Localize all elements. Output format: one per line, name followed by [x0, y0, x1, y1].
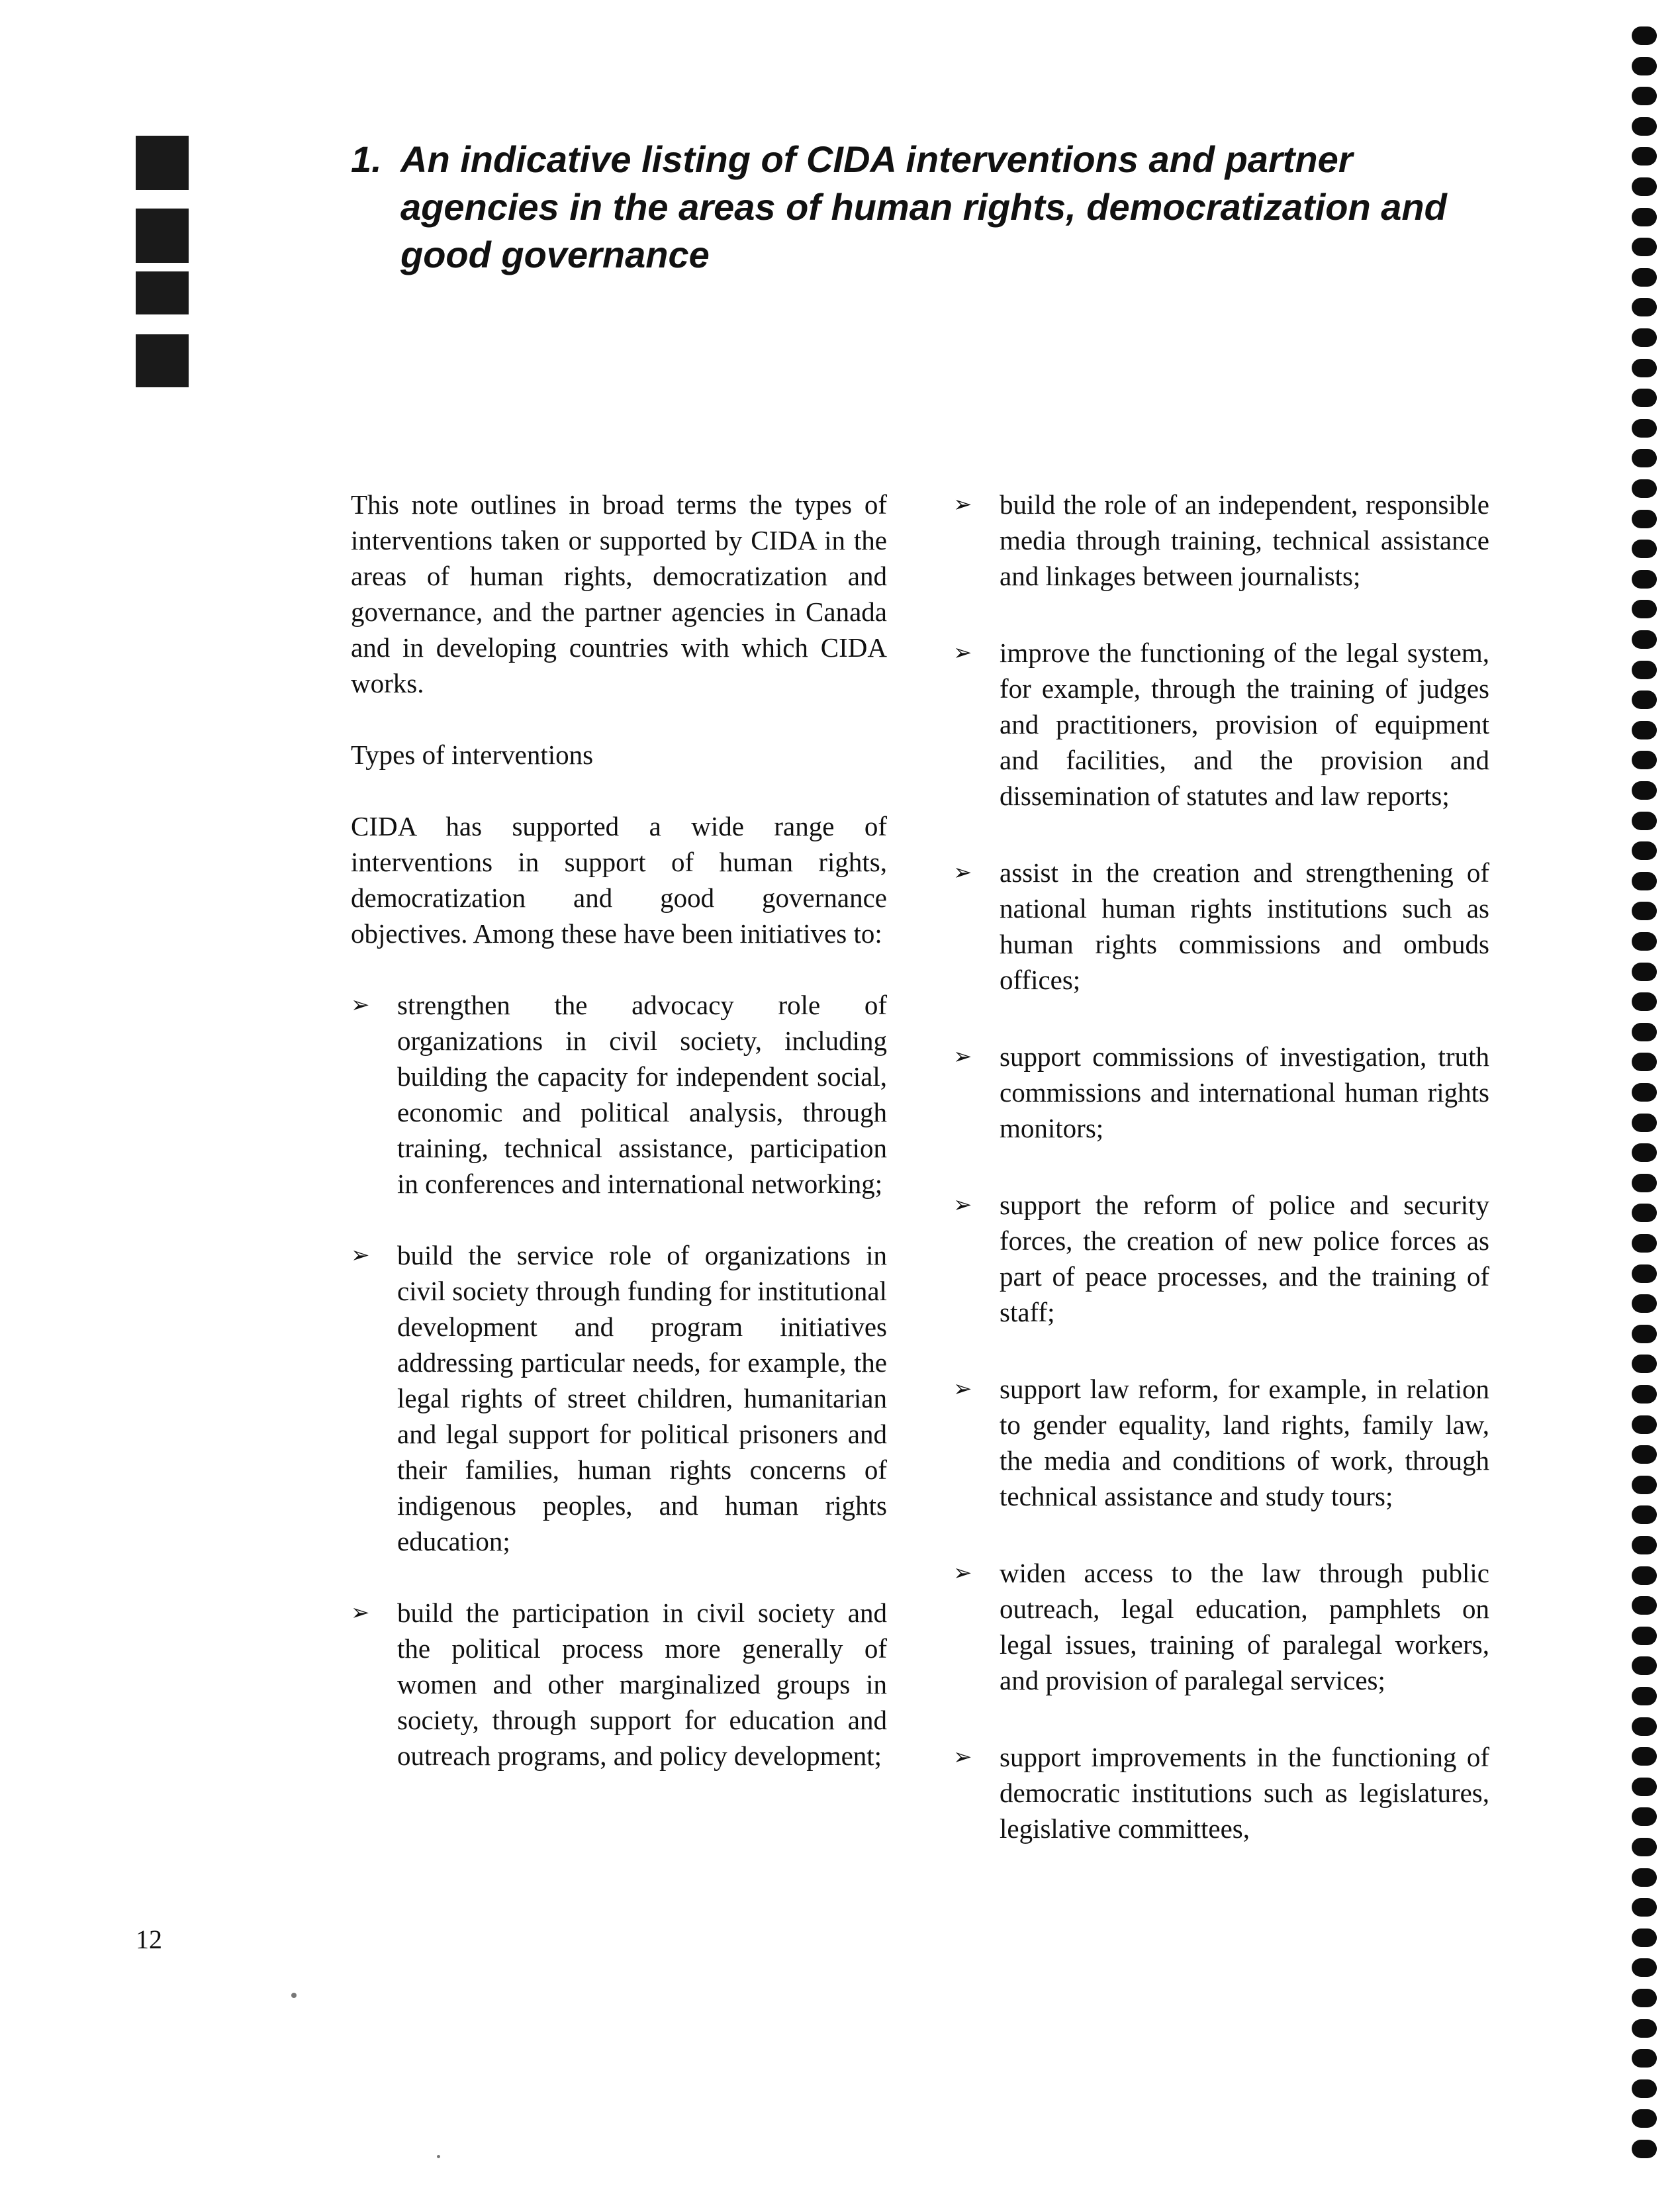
binding-hole	[1632, 1989, 1657, 2007]
subheading: Types of interventions	[351, 739, 594, 770]
binding-hole	[1632, 510, 1657, 528]
binding-hole	[1632, 2140, 1657, 2158]
binding-hole	[1632, 147, 1657, 166]
binding-hole	[1632, 298, 1657, 316]
arrow-bullet-icon: ➢	[953, 1376, 972, 1402]
bullet-item	[953, 1555, 1489, 1698]
binding-hole	[1632, 1566, 1657, 1585]
bullet-text: support law reform, for example, in relation to gender equality, land rights, family law, the media and conditions of work, through technical assistance and study tours;	[1000, 1374, 1489, 1511]
binding-hole	[1632, 1053, 1657, 1071]
intro-paragraph: This note outlines in broad terms the types of interventions taken or supported by CIDA in the areas of human rights, democratization and governance, and the partner agencies in Canada and in developing countries with which CIDA works.	[351, 489, 887, 698]
binding-hole	[1632, 1445, 1657, 1464]
binding-hole	[1632, 2109, 1657, 2128]
scan-speck	[291, 1993, 297, 1998]
binding-hole	[1632, 1627, 1657, 1645]
right-column	[953, 487, 1489, 1887]
binding-hole	[1632, 2019, 1657, 2038]
spiral-binding-holes	[1632, 26, 1665, 2190]
arrow-bullet-icon: ➢	[953, 491, 972, 518]
arrow-bullet-icon: ➢	[953, 1560, 972, 1586]
binding-hole	[1632, 479, 1657, 498]
bullet-text: widen access to the law through public outreach, legal education, pamphlets on legal issues, training of paralegal workers, and provision of paralegal services;	[1000, 1558, 1489, 1695]
bullet-item	[351, 987, 887, 1202]
binding-hole	[1632, 1083, 1657, 1102]
binding-hole	[1632, 26, 1657, 45]
binding-hole	[1632, 600, 1657, 618]
binding-hole	[1632, 389, 1657, 407]
binding-hole	[1632, 690, 1657, 709]
bullet-item	[953, 855, 1489, 998]
page-number: 12	[136, 1925, 162, 1954]
margin-tab-marker	[136, 334, 189, 387]
arrow-bullet-icon: ➢	[351, 1242, 370, 1268]
binding-hole	[1632, 419, 1657, 438]
section-heading	[351, 136, 1476, 279]
bullet-text: build the service role of organizations in civil society through funding for institutional development and program initiatives addressing particular needs, for example, the legal rights of street children, humanitarian and legal support for political prisoners and their families, human rights concerns of indigenous peoples, and human rights education;	[397, 1240, 887, 1556]
binding-hole	[1632, 2079, 1657, 2098]
binding-hole	[1632, 1656, 1657, 1675]
binding-hole	[1632, 540, 1657, 558]
binding-hole	[1632, 1868, 1657, 1887]
bullet-item	[953, 487, 1489, 594]
bullet-item	[953, 1371, 1489, 1514]
binding-hole	[1632, 208, 1657, 226]
binding-hole	[1632, 902, 1657, 920]
binding-hole	[1632, 238, 1657, 256]
binding-hole	[1632, 1355, 1657, 1373]
binding-hole	[1632, 630, 1657, 649]
binding-hole	[1632, 117, 1657, 136]
section-number: 1.	[351, 138, 382, 180]
binding-hole	[1632, 1174, 1657, 1192]
binding-hole	[1632, 57, 1657, 75]
binding-hole	[1632, 1385, 1657, 1404]
binding-hole	[1632, 1204, 1657, 1222]
binding-hole	[1632, 1687, 1657, 1705]
bullet-text: improve the functioning of the legal system, for example, through the training of judges and practitioners, provision of equipment and facilities, and the provision and dissemination of statutes and law reports;	[1000, 638, 1489, 811]
binding-hole	[1632, 1114, 1657, 1132]
binding-hole	[1632, 1958, 1657, 1977]
binding-hole	[1632, 1717, 1657, 1736]
binding-hole	[1632, 1023, 1657, 1041]
binding-hole	[1632, 1778, 1657, 1796]
left-column	[351, 487, 887, 1809]
binding-hole	[1632, 1294, 1657, 1313]
binding-hole	[1632, 932, 1657, 951]
binding-hole	[1632, 1747, 1657, 1766]
binding-hole	[1632, 1928, 1657, 1947]
binding-hole	[1632, 177, 1657, 196]
binding-hole	[1632, 872, 1657, 890]
binding-hole	[1632, 992, 1657, 1011]
arrow-bullet-icon: ➢	[953, 1744, 972, 1770]
binding-hole	[1632, 1807, 1657, 1826]
binding-hole	[1632, 1325, 1657, 1343]
bullet-item	[351, 1595, 887, 1774]
binding-hole	[1632, 570, 1657, 589]
bullet-item	[953, 1039, 1489, 1146]
binding-hole	[1632, 963, 1657, 981]
binding-hole	[1632, 841, 1657, 860]
bullet-text: support commissions of investigation, truth commissions and international human rights monitors;	[1000, 1041, 1489, 1143]
arrow-bullet-icon: ➢	[953, 859, 972, 886]
binding-hole	[1632, 449, 1657, 467]
binding-hole	[1632, 268, 1657, 287]
binding-hole	[1632, 328, 1657, 347]
section-title: An indicative listing of CIDA interventions and partner agencies in the areas of human rights, democratization and good governance	[400, 138, 1447, 275]
scan-speck	[437, 2155, 440, 2158]
binding-hole	[1632, 812, 1657, 830]
bullet-text: build the role of an independent, responsible media through training, technical assistance and linkages between journalists;	[1000, 489, 1489, 591]
binding-hole	[1632, 1898, 1657, 1917]
margin-tab-marker	[136, 271, 189, 314]
binding-hole	[1632, 87, 1657, 105]
binding-hole	[1632, 781, 1657, 800]
bullet-text: support the reform of police and security forces, the creation of new police forces as part of peace processes, and the training of staff;	[1000, 1190, 1489, 1327]
binding-hole	[1632, 1234, 1657, 1253]
binding-hole	[1632, 721, 1657, 739]
bullet-item	[351, 1237, 887, 1559]
binding-hole	[1632, 1596, 1657, 1615]
binding-hole	[1632, 2049, 1657, 2068]
bullet-text: support improvements in the functioning of democratic institutions such as legislatures, legislative committees,	[1000, 1742, 1489, 1844]
binding-hole	[1632, 661, 1657, 679]
binding-hole	[1632, 1505, 1657, 1524]
binding-hole	[1632, 1143, 1657, 1162]
arrow-bullet-icon: ➢	[953, 640, 972, 666]
bullet-text: strengthen the advocacy role of organizations in civil society, including building the capacity for independent social, economic and political analysis, through training, technical assistance, participation in conferences and international networking;	[397, 990, 887, 1199]
binding-hole	[1632, 1264, 1657, 1283]
bullet-text: build the participation in civil society and the political process more generally of women and other marginalized groups in society, through support for education and outreach programs, and policy development;	[397, 1597, 887, 1771]
arrow-bullet-icon: ➢	[351, 992, 370, 1018]
bullet-item	[953, 635, 1489, 814]
binding-hole	[1632, 1476, 1657, 1494]
binding-hole	[1632, 1415, 1657, 1434]
bullet-item	[953, 1739, 1489, 1846]
bullet-item	[953, 1187, 1489, 1330]
binding-hole	[1632, 359, 1657, 377]
arrow-bullet-icon: ➢	[953, 1192, 972, 1218]
bullet-text: assist in the creation and strengthening of national human rights institutions such as human rights commissions and ombuds offices;	[1000, 857, 1489, 995]
arrow-bullet-icon: ➢	[351, 1599, 370, 1626]
arrow-bullet-icon: ➢	[953, 1043, 972, 1070]
binding-hole	[1632, 1536, 1657, 1554]
margin-tab-marker	[136, 209, 189, 263]
binding-hole	[1632, 751, 1657, 769]
lead-paragraph: CIDA has supported a wide range of interventions in support of human rights, democratization and good governance objectives. Among these have been initiatives to:	[351, 811, 887, 949]
binding-hole	[1632, 1838, 1657, 1856]
margin-tab-marker	[136, 136, 189, 190]
